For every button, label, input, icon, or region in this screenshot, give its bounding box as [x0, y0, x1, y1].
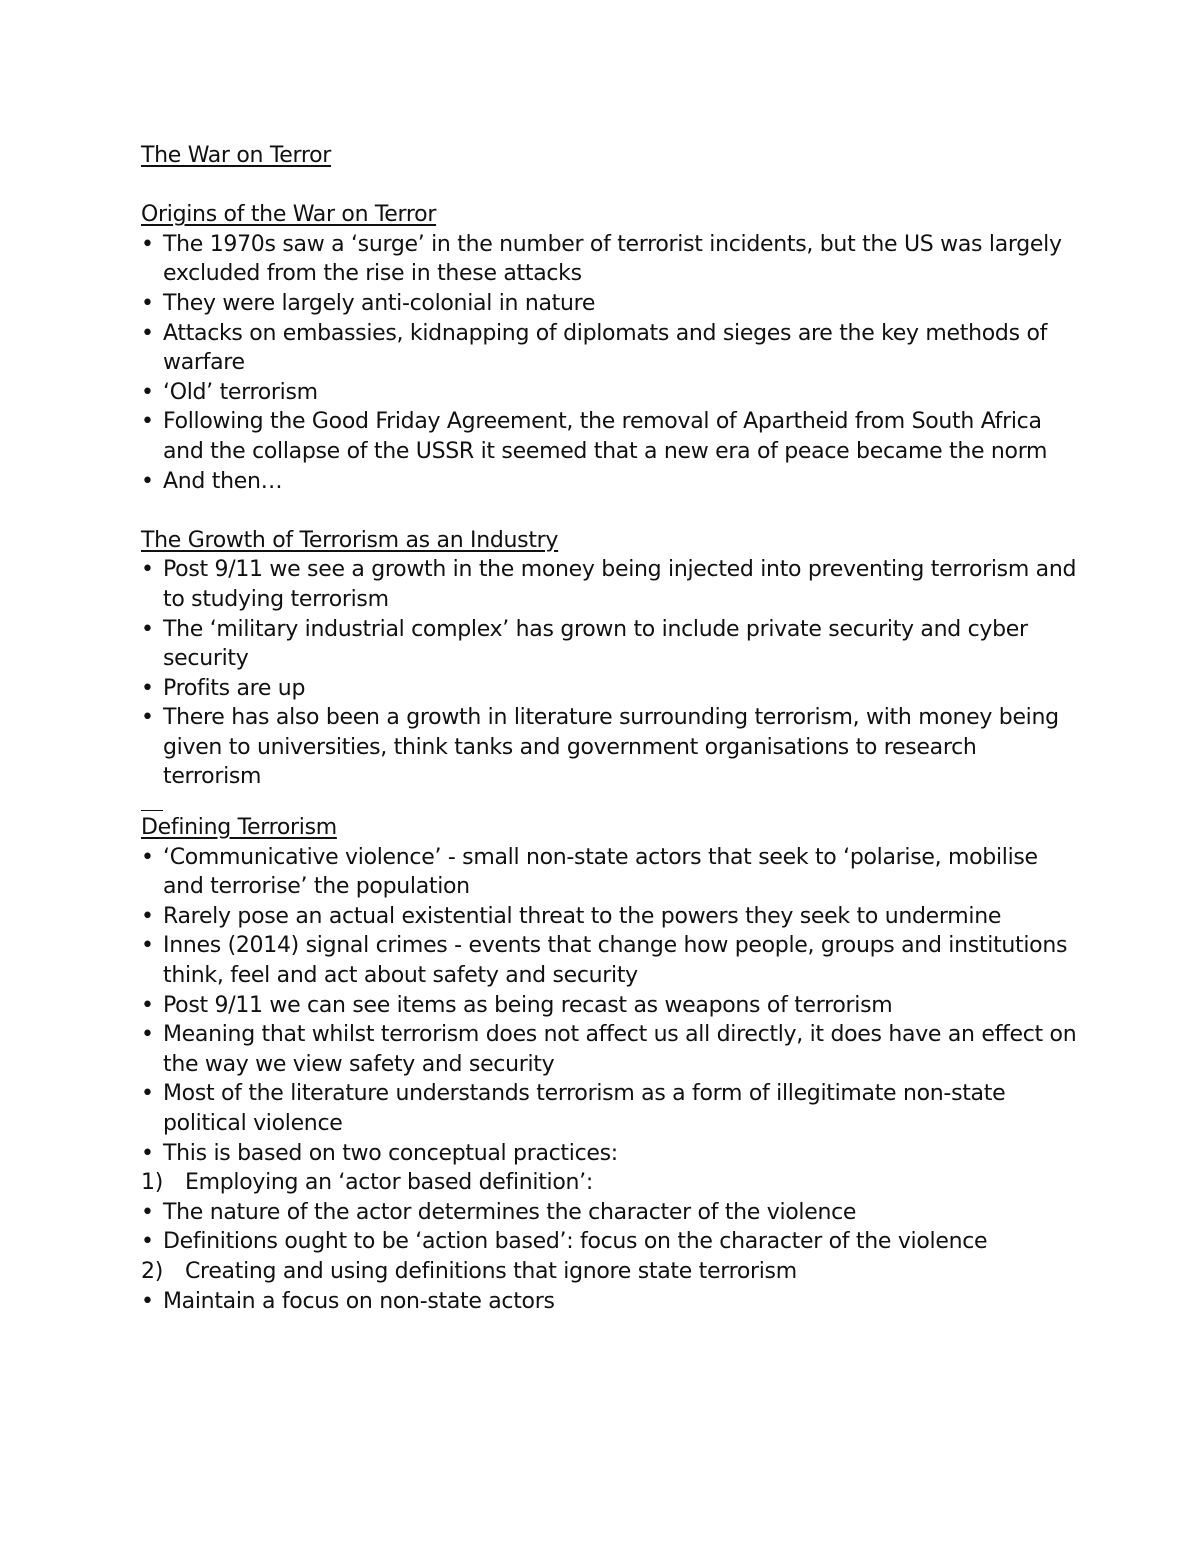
list-item: • ‘Communicative violence’ - small non-state actors that seek to ‘polarise, mobilise and terrorise’ the population: [141, 843, 1081, 902]
list-item: • And then…: [141, 467, 1081, 497]
numbered-item-1: [141, 1168, 1081, 1198]
section-heading-defining: Defining Terrorism: [141, 815, 337, 841]
defining-list: [141, 843, 1081, 1317]
number-label: 1): [141, 1170, 163, 1196]
list-item: • Post 9/11 we see a growth in the money being injected into preventing terrorism and to studying terrorism: [141, 555, 1081, 614]
list-item: • Most of the literature understands terrorism as a form of illegitimate non-state political violence: [141, 1079, 1081, 1138]
list-item: • The ‘military industrial complex’ has grown to include private security and cyber security: [141, 615, 1081, 674]
horizontal-rule: [141, 792, 163, 811]
number-label: 2): [141, 1258, 163, 1284]
list-item: • ‘Old’ terrorism: [141, 378, 1081, 408]
list-item: • The nature of the actor determines the character of the violence: [141, 1198, 1081, 1228]
list-item: • The 1970s saw a ‘surge’ in the number of terrorist incidents, but the US was largely excluded from the rise in these attacks: [141, 230, 1081, 289]
section-heading-industry: The Growth of Terrorism as an Industry: [141, 527, 559, 553]
list-item: • Maintain a focus on non-state actors: [141, 1287, 1081, 1317]
list-item: • Definitions ought to be ‘action based’: focus on the character of the violence: [141, 1227, 1081, 1257]
document-title: The War on Terror: [141, 143, 332, 168]
origins-list: [141, 230, 1081, 496]
industry-list: [141, 555, 1081, 792]
list-item: • Profits are up: [141, 674, 1081, 704]
numbered-item-text: Employing an ‘actor based definition’:: [185, 1170, 593, 1196]
list-item: • Attacks on embassies, kidnapping of diplomats and sieges are the key methods of warfare: [141, 319, 1081, 378]
list-item: • There has also been a growth in literature surrounding terrorism, with money being given to universities, think tanks and government organisations to research terrorism: [141, 703, 1081, 792]
numbered-item-2: [141, 1257, 1081, 1287]
list-item: • Post 9/11 we can see items as being recast as weapons of terrorism: [141, 991, 1081, 1021]
list-item: • Following the Good Friday Agreement, the removal of Apartheid from South Africa and the collapse of the USSR it seemed that a new era of peace became the norm: [141, 407, 1081, 466]
list-item: • They were largely anti-colonial in nature: [141, 289, 1081, 319]
list-item: • Rarely pose an actual existential threat to the powers they seek to undermine: [141, 902, 1081, 932]
numbered-item-text: Creating and using definitions that ignore state terrorism: [185, 1258, 797, 1284]
list-item: • Innes (2014) signal crimes - events that change how people, groups and institutions think, feel and act about safety and security: [141, 931, 1081, 990]
list-item: • This is based on two conceptual practices:: [141, 1139, 1081, 1169]
document-page: [141, 141, 1081, 1316]
list-item: • Meaning that whilst terrorism does not affect us all directly, it does have an effect on the way we view safety and security: [141, 1020, 1081, 1079]
section-heading-origins: Origins of the War on Terror: [141, 202, 437, 228]
